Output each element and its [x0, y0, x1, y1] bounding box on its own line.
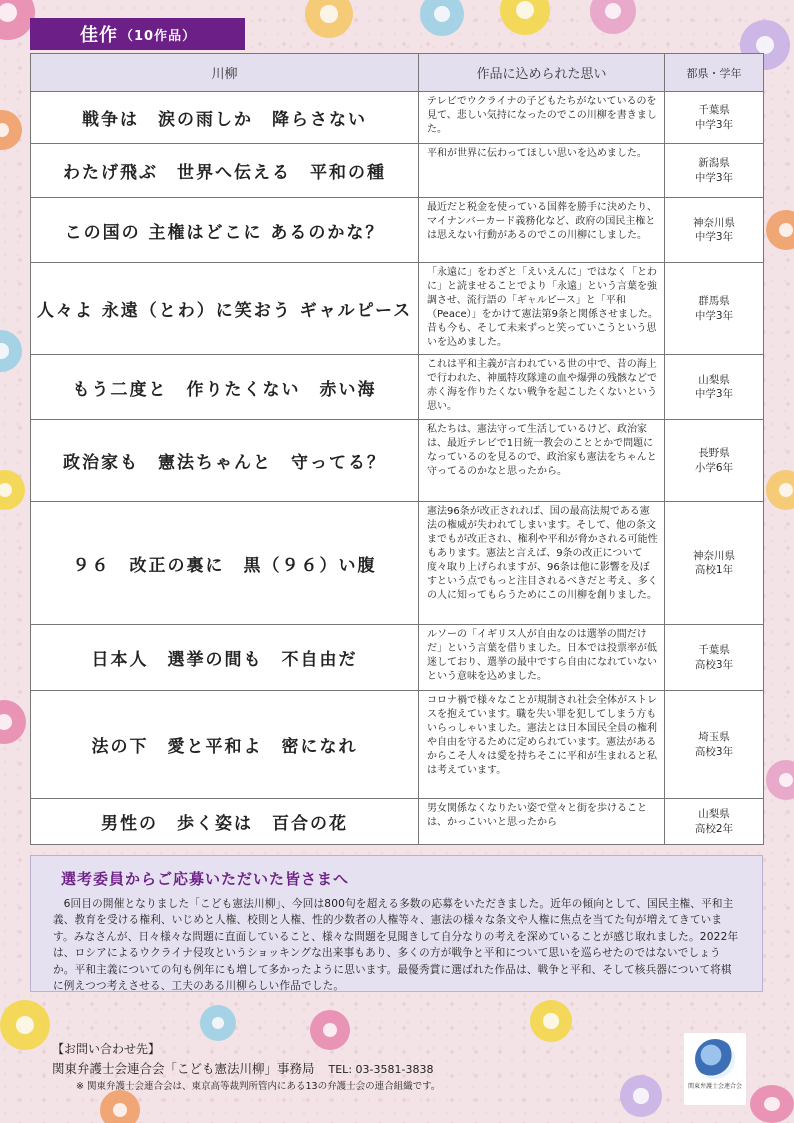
- contact-tel: TEL: 03-3581-3838: [328, 1063, 434, 1077]
- prefecture: 神奈川県: [693, 549, 735, 562]
- prefecture: 千葉県: [698, 644, 730, 657]
- pref-cell: [665, 198, 764, 263]
- table-row: [31, 263, 764, 355]
- section-title-text: 佳作: [80, 25, 118, 46]
- judges-message-body: 6回目の開催となりました「こども憲法川柳」、今回は800句を超える多数の応募をいただきました。近年の傾向として、国民主権、平和主義、教育を受ける権利、いじめと人権、校則と人権、性的少数者の人権等々、憲法の様々な条文や人権に焦点を当てた句が増えてきています。みなさんが、日々様々な問題に直面していること、様々な問題を見聞きして自分なりの考えを深めていることが感じ取れました。2022年は、ロシアによるウクライナ侵攻というショッキングな出来事もあり、多くの方が戦争と平和について思いを巡らせたのではないでしょうか。平和主義についての句も例年にも増して多かったように思います。最優秀賞に選ばれた作品は、戦争と平和、そして核兵器について将棋に例えつつ考えさせる、工夫のある川柳らしい作品でした。: [53, 898, 739, 993]
- senryu-cell: 戦争は 涙の雨しか 降らさない: [31, 92, 419, 144]
- pref-cell: [665, 799, 764, 845]
- thought-cell: コロナ禍で様々なことが規制され社会全体がストレスを抱えています。職を失い罪を犯してしまう方もいらっしゃいました。憲法とは日本国民全員の権利や自由を守るために定められています。憲法があるからこそ人々は愛を持ちそこに平和が生まれると私は考えています。: [419, 691, 665, 799]
- thought-cell: テレビでウクライナの子どもたちがないているのを見て、悲しい気持になったのでこの川柳を書きました。: [419, 92, 665, 144]
- grade: 中学3年: [694, 171, 734, 184]
- flower-decoration: [766, 210, 794, 250]
- senryu-cell: この国の 主権はどこに あるのかな？: [31, 198, 419, 263]
- flower-decoration: [750, 1085, 794, 1123]
- pref-cell: [665, 502, 764, 625]
- flower-decoration: [305, 0, 353, 38]
- logo-label: 関東弁護士会連合会: [687, 1083, 742, 1090]
- pref-cell: [665, 144, 764, 198]
- table-row: [31, 691, 764, 799]
- contact-note: ※ 関東弁護士会連合会は、東京高等裁判所管内にある13の弁護士会の連合組織です。: [76, 1081, 441, 1093]
- flower-decoration: [766, 470, 794, 510]
- table-row: [31, 144, 764, 198]
- prefecture: 山梨県: [698, 808, 730, 821]
- header-senryu: 川柳: [31, 54, 419, 92]
- table-row: [31, 625, 764, 691]
- flower-decoration: [530, 1000, 572, 1042]
- thought-cell: 「永遠に」をわざと「えいえんに」ではなく「とわに」と読ませることでより「永遠」という言葉を強調させ、流行語の「ギャルピース」と「平和（Peace）」をかけて憲法第9条と関係させました。昔も今も、そして未来ずっと笑っていこうという思いを込めました。: [419, 263, 665, 355]
- thought-cell: 平和が世界に伝わってほしい思いを込めました。: [419, 144, 665, 198]
- senryu-cell: ９６ 改正の裏に 黒（９６）い腹: [31, 502, 419, 625]
- prefecture: 新潟県: [698, 157, 730, 170]
- table-row: [31, 92, 764, 144]
- grade: 高校1年: [694, 564, 734, 576]
- grade: 中学3年: [694, 118, 734, 131]
- grade: 小学6年: [694, 461, 734, 474]
- table-row: [31, 355, 764, 420]
- table-row: [31, 198, 764, 263]
- pref-cell: [665, 420, 764, 502]
- thought-cell: 憲法96条が改正されれば、国の最高法規である憲法の権威が失われてしまいます。そして、他の条文までもが改正され、権利や平和が脅かされる可能性もあります。憲法と言えば、9条の改正について度々取り上げられますが、96条は他に影響を及ぼすという点でもっと注目されるべきだと考え、多くの人に知ってもらうためにこの川柳を創りました。: [419, 502, 665, 625]
- senryu-cell: もう二度と 作りたくない 赤い海: [31, 355, 419, 420]
- contact-info: [52, 1040, 440, 1094]
- thought-cell: これは平和主義が言われている世の中で、昔の海上で行われた、神風特攻隊達の血や爆弾の残骸などで赤く海を作りたくない戦争を起こしたくないという思い。: [419, 355, 665, 420]
- flower-decoration: [200, 1005, 236, 1041]
- table-row: [31, 420, 764, 502]
- senryu-cell: 日本人 選挙の間も 不自由だ: [31, 625, 419, 691]
- pref-cell: [665, 355, 764, 420]
- flower-decoration: [0, 700, 26, 744]
- pref-cell: [665, 92, 764, 144]
- grade: 高校3年: [694, 745, 734, 758]
- judges-message-title: 選考委員からご応募いただいた皆さまへ: [61, 870, 350, 888]
- flower-decoration: [100, 1090, 140, 1123]
- thought-cell: ルソーの「イギリス人が自由なのは選挙の間だけだ」という言葉を借りました。日本では投票率が低迷しており、選挙の最中ですら自由になれていないという意味を込めました。: [419, 625, 665, 691]
- flower-decoration: [620, 1075, 662, 1117]
- thought-cell: 最近だと税金を使っている国葬を勝手に決めたり、マイナンバーカード義務化など、政府の国民主権とは思えない行動があるのでこの川柳にしました。: [419, 198, 665, 263]
- grade: 中学3年: [694, 388, 734, 400]
- flower-decoration: [0, 1000, 50, 1050]
- contact-office-line: [52, 1059, 440, 1079]
- flower-decoration: [0, 470, 25, 510]
- flower-decoration: [500, 0, 550, 35]
- logo-mark-icon: [695, 1039, 735, 1079]
- pref-cell: [665, 691, 764, 799]
- pref-cell: [665, 625, 764, 691]
- judges-message-box: [30, 855, 763, 992]
- section-count-label: （10作品）: [120, 28, 197, 44]
- grade: 高校3年: [694, 658, 734, 671]
- prefecture: 埼玉県: [698, 731, 730, 744]
- pref-cell: [665, 263, 764, 355]
- grade: 中学3年: [694, 231, 734, 243]
- contact-office: 関東弁護士会連合会「こども憲法川柳」事務局: [52, 1061, 315, 1077]
- thought-cell: 男女関係なくなりたい姿で堂々と街を歩けることは、かっこいいと思ったから: [419, 799, 665, 845]
- prefecture: 群馬県: [698, 295, 730, 308]
- senryu-cell: 法の下 愛と平和よ 密になれ: [31, 691, 419, 799]
- section-title: [30, 18, 245, 50]
- senryu-cell: 人々よ 永遠（とわ）に笑おう ギャルピース: [31, 263, 419, 355]
- flower-decoration: [0, 330, 22, 372]
- flower-decoration: [590, 0, 636, 34]
- senryu-cell: 男性の 歩く姿は 百合の花: [31, 799, 419, 845]
- works-table: [30, 53, 764, 845]
- flower-decoration: [0, 110, 22, 150]
- header-thought: 作品に込められた思い: [419, 54, 665, 92]
- thought-cell: 私たちは、憲法守って生活しているけど、政治家は、最近テレビで1日統一教会のこととかで問題になっているのを見るので、政治家も憲法をちゃんと守ってるのかなと思ったから。: [419, 420, 665, 502]
- senryu-cell: わたげ飛ぶ 世界へ伝える 平和の種: [31, 144, 419, 198]
- prefecture: 長野県: [698, 447, 730, 460]
- table-header-row: [31, 54, 764, 92]
- contact-heading: 【お問い合わせ先】: [52, 1042, 161, 1056]
- table-row: [31, 799, 764, 845]
- prefecture: 神奈川県: [693, 216, 735, 229]
- flower-decoration: [420, 0, 464, 36]
- organization-logo: [684, 1033, 746, 1105]
- senryu-cell: 政治家も 憲法ちゃんと 守ってる？: [31, 420, 419, 502]
- prefecture: 千葉県: [698, 104, 730, 117]
- table-row: [31, 502, 764, 625]
- flower-decoration: [766, 760, 794, 800]
- prefecture: 山梨県: [698, 373, 730, 386]
- header-pref: 都県・学年: [665, 54, 764, 92]
- grade: 高校2年: [694, 822, 734, 835]
- grade: 中学3年: [694, 309, 734, 322]
